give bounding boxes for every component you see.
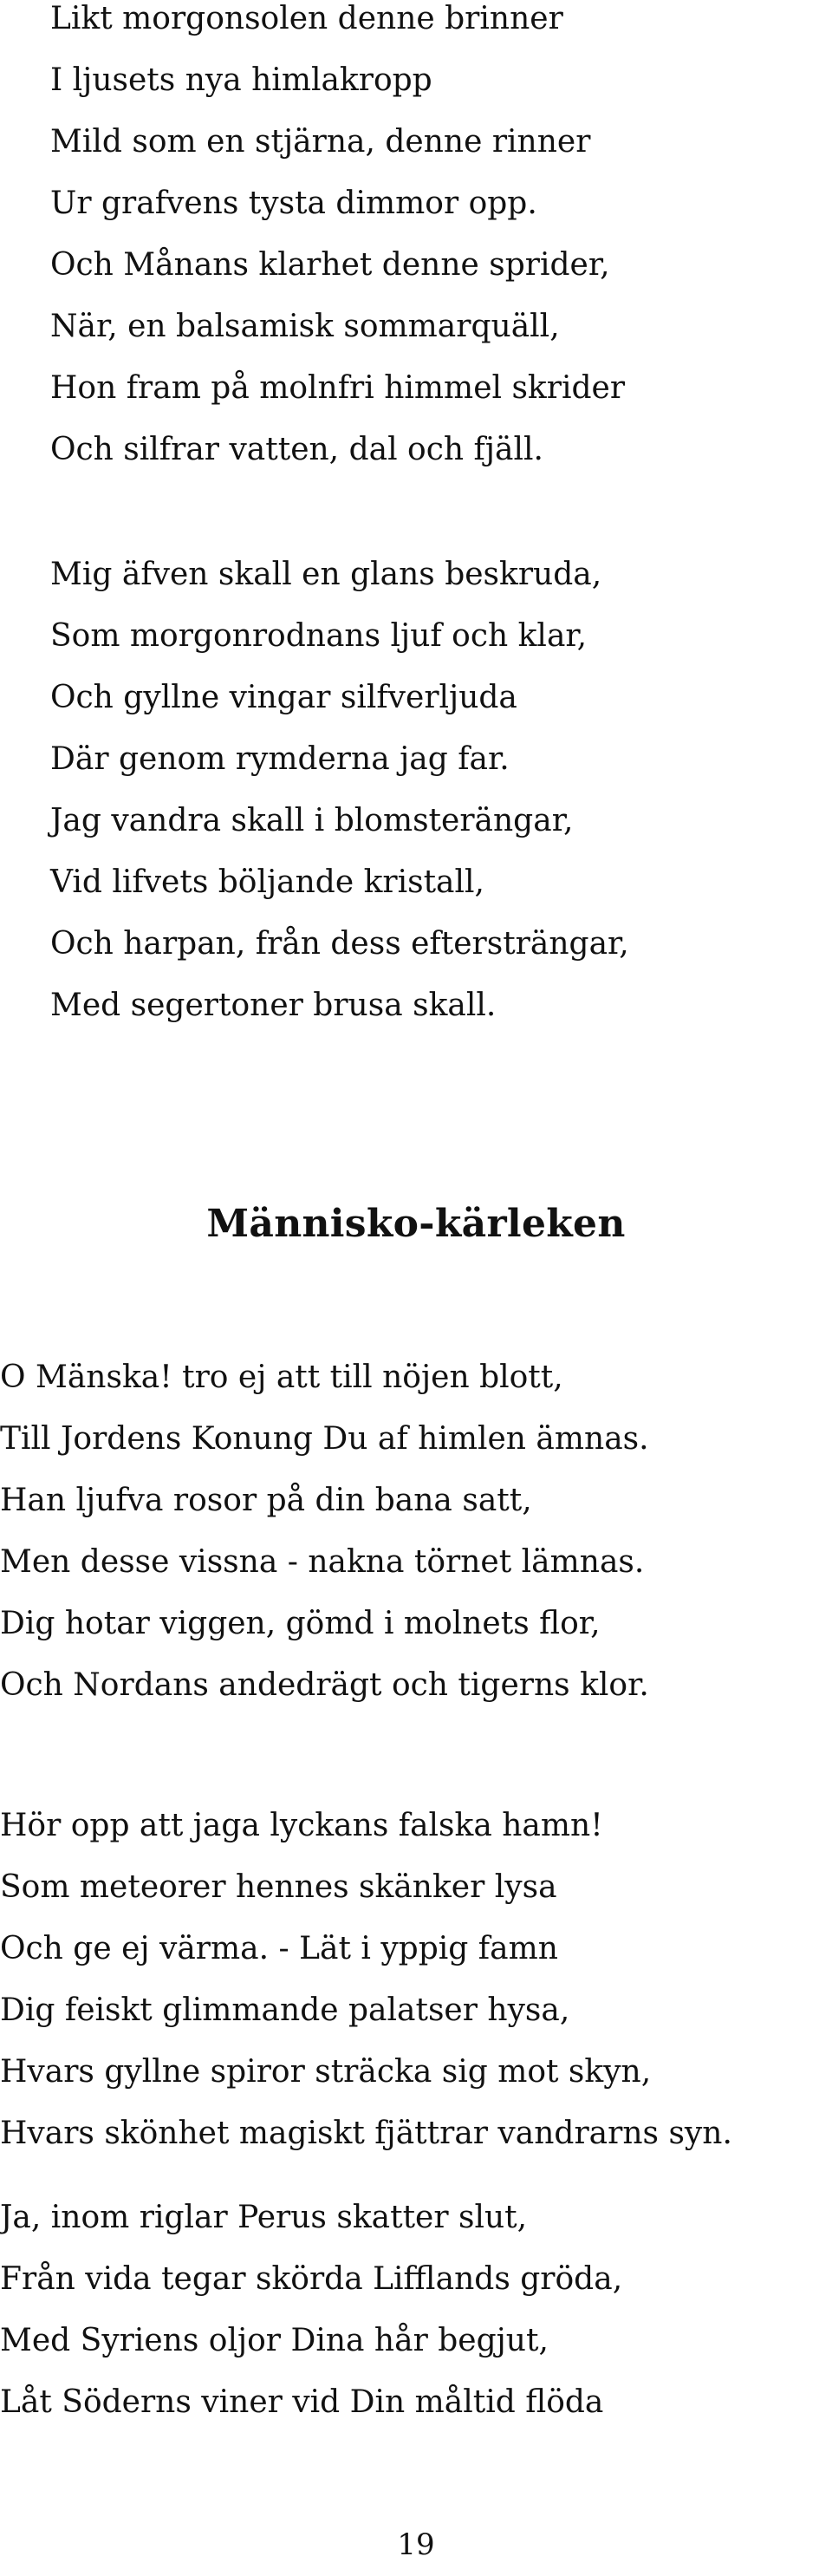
poem-stanza-4: [0, 1795, 732, 2164]
verse-line: Från vida tegar skörda Lifflands gröda,: [0, 2261, 623, 2297]
verse-line: Och gyllne vingar silfverljuda: [50, 680, 517, 715]
verse-line: Han ljufva rosor på din bana satt,: [0, 1483, 532, 1518]
verse-line: Hvars skönhet magiskt fjättrar vandrarns syn.: [0, 2116, 732, 2151]
verse-line: Vid lifvets böljande kristall,: [50, 864, 484, 900]
poem-stanza-1: [50, 0, 625, 480]
verse-line: Och harpan, från dess eftersträngar,: [50, 926, 629, 962]
verse-line: Hon fram på molnfri himmel skrider: [50, 370, 626, 406]
verse-line: Som meteorer hennes skänker lysa: [0, 1869, 557, 1905]
poem-title: Människo-kärleken: [206, 1202, 626, 1246]
verse-line: Med Syriens oljor Dina hår begjut,: [0, 2323, 549, 2358]
verse-line: I ljusets nya himlakropp: [50, 62, 432, 98]
page-number: 19: [397, 2527, 435, 2562]
verse-line: Ur grafvens tysta dimmor opp.: [50, 186, 537, 221]
verse-line: Låt Söderns viner vid Din måltid flöda: [0, 2384, 604, 2420]
verse-line: Mig äfven skall en glans beskruda,: [50, 557, 602, 592]
verse-line: O Mänska! tro ej att till nöjen blott,: [0, 1360, 563, 1395]
verse-line: Jag vandra skall i blomsterängar,: [50, 803, 574, 838]
verse-line: Hvars gyllne spiror sträcka sig mot skyn,: [0, 2054, 652, 2090]
verse-line: Men desse vissna - nakna törnet lämnas.: [0, 1544, 645, 1580]
verse-line: Och Månans klarhet denne sprider,: [50, 247, 610, 283]
verse-line: Dig feiskt glimmande palatser hysa,: [0, 1992, 570, 2028]
verse-line: Ja, inom riglar Perus skatter slut,: [0, 2200, 528, 2235]
poem-stanza-5: [0, 2187, 622, 2433]
verse-line: Likt morgonsolen denne brinner: [50, 1, 563, 36]
verse-line: Och silfrar vatten, dal och fjäll.: [50, 432, 543, 467]
verse-line: Och Nordans andedrägt och tigerns klor.: [0, 1667, 649, 1703]
verse-line: Till Jordens Konung Du af himlen ämnas.: [0, 1421, 649, 1457]
verse-line: Hör opp att jaga lyckans falska hamn!: [0, 1808, 603, 1843]
verse-line: Med segertoner brusa skall.: [50, 988, 497, 1023]
verse-line: Och ge ej värma. - Lät i yppig famn: [0, 1931, 558, 1966]
poem-stanza-2: [50, 544, 629, 1036]
verse-line: Som morgonrodnans ljuf och klar,: [50, 618, 588, 654]
verse-line: När, en balsamisk sommarquäll,: [50, 309, 560, 344]
verse-line: Dig hotar viggen, gömd i molnets flor,: [0, 1606, 601, 1641]
poem-stanza-3: [0, 1347, 649, 1716]
verse-line: Där genom rymderna jag far.: [50, 741, 510, 777]
verse-line: Mild som en stjärna, denne rinner: [50, 124, 591, 160]
